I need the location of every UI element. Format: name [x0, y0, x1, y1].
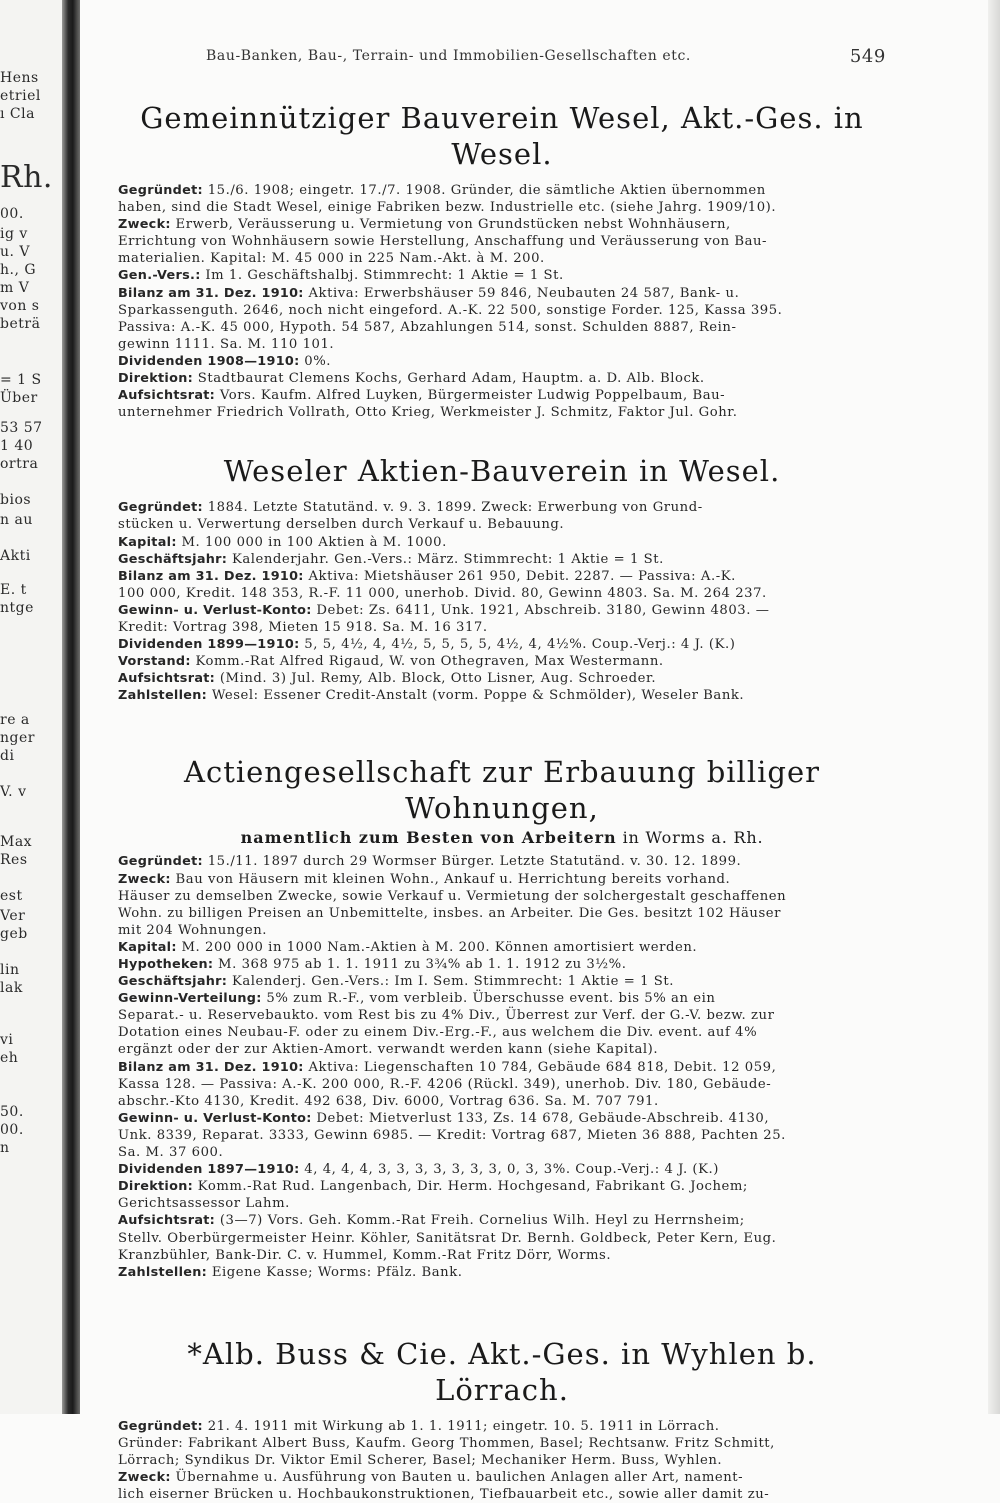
- field-text: Gerichtsassessor Lahm.: [118, 1196, 290, 1212]
- entry-title: *Alb. Buss & Cie. Akt.-Ges. in Wyhlen b. Lörrach.: [187, 1336, 817, 1407]
- entry-line: [118, 853, 886, 870]
- left-page-fragment: etriel: [0, 88, 41, 104]
- entry-line: [118, 956, 886, 973]
- company-entry: [118, 1336, 886, 1503]
- field-text: 1884. Letzte Statutänd. v. 9. 3. 1899. Zweck: Erwerbung von Grund-: [202, 500, 703, 516]
- left-page-fragment: ortra: [0, 456, 39, 472]
- field-text: 15./11. 1897 durch 29 Wormser Bürger. Letzte Statutänd. v. 30. 12. 1899.: [202, 854, 742, 870]
- field-label: Aufsichtsrat:: [118, 671, 216, 687]
- field-label: Zweck:: [118, 217, 171, 233]
- book-gutter: [62, 0, 80, 1414]
- entry-line: [118, 1059, 886, 1076]
- left-page-fragment: geb: [0, 926, 28, 942]
- field-label: Dividenden 1908—1910:: [118, 353, 300, 369]
- field-text: Sa. M. 37 600.: [118, 1145, 224, 1161]
- field-label: Vorstand:: [118, 654, 191, 670]
- left-page-fragment: Hens: [0, 70, 39, 86]
- field-text: abschr.-Kto 4130, Kredit. 492 638, Div. 6000, Vortrag 636. Sa. M. 707 791.: [118, 1093, 659, 1109]
- entry-title: Weseler Aktien-Bauverein in Wesel.: [223, 454, 781, 489]
- left-page-fragment: h., G: [0, 262, 37, 278]
- entry-line: [118, 1486, 886, 1503]
- entry-line: [118, 1435, 886, 1452]
- field-text: Aktiva: Mietshäuser 261 950, Debit. 2287. — Passiva: A.-K.: [303, 568, 736, 584]
- field-label: Direktion:: [118, 1179, 194, 1195]
- entry-line: [118, 534, 886, 551]
- field-text: Unk. 8339, Reparat. 3333, Gewinn 6985. — Kredit: Vortrag 687, Mieten 36 888, Pachten 25.: [118, 1127, 786, 1143]
- field-text: Kalenderj. Gen.-Vers.: Im I. Sem. Stimmrecht: 1 Aktie = 1 St.: [227, 974, 674, 990]
- entry-subtitle-rest: in Worms a. Rh.: [616, 828, 764, 848]
- field-text: Übernahme u. Ausführung von Bauten u. baulichen Anlagen aller Art, nament-: [170, 1470, 744, 1486]
- field-text: Komm.-Rat Alfred Rigaud, W. von Othegraven, Max Westermann.: [190, 654, 664, 670]
- entry-line: [118, 619, 886, 636]
- entry-line: [118, 585, 886, 602]
- field-label: Gegründet:: [118, 500, 203, 516]
- entry-line: [118, 922, 886, 939]
- field-text: M. 368 975 ab 1. 1. 1911 zu 3¾% ab 1. 1. 1912 zu 3½%.: [213, 957, 627, 972]
- entry-line: [118, 1247, 886, 1264]
- field-label: Zweck:: [118, 871, 171, 887]
- left-page-fragment: m V: [0, 280, 30, 296]
- entry-line: [118, 551, 886, 568]
- field-text: Wesel: Essener Credit-Anstalt (vorm. Poppe & Schmölder), Weseler Bank.: [207, 688, 745, 704]
- left-page-fragment: nger: [0, 730, 35, 746]
- field-text: 21. 4. 1911 mit Wirkung ab 1. 1. 1911; eingetr. 10. 5. 1911 in Lörrach.: [202, 1418, 720, 1434]
- entry-line: [118, 516, 886, 533]
- left-page-fragment: Res: [0, 852, 28, 868]
- field-text: Aktiva: Erwerbshäuser 59 846, Neubauten 24 587, Bank- u.: [303, 285, 740, 301]
- left-page-fragment: beträ: [0, 316, 41, 332]
- field-text: lich eiserner Brücken u. Hochbaukonstruktionen, Tiefbauarbeit etc., sowie aller damit zu-: [118, 1487, 770, 1503]
- field-label: Gewinn- u. Verlust-Konto:: [118, 602, 312, 618]
- entry-line: [118, 687, 886, 704]
- left-page-fragment: lin: [0, 962, 20, 978]
- entry-line: [118, 602, 886, 619]
- field-text: Im 1. Geschäftshalbj. Stimmrecht: 1 Aktie = 1 St.: [200, 268, 564, 284]
- entry-line: [118, 370, 886, 387]
- field-text: 4, 4, 4, 4, 3, 3, 3, 3, 3, 3, 3, 0, 3, 3%. Coup.-Verj.: 4 J. (K.): [299, 1162, 719, 1178]
- field-label: Zahlstellen:: [118, 1264, 208, 1280]
- left-page-fragment: ı Cla: [0, 106, 35, 122]
- field-text: stücken u. Verwertung derselben durch Verkauf u. Bebauung.: [118, 517, 565, 533]
- left-page-fragment: Ver: [0, 908, 26, 924]
- left-page-fragment: eh: [0, 1050, 19, 1066]
- field-label: Kapital:: [118, 534, 177, 550]
- entry-line: [118, 1110, 886, 1127]
- field-text: Wohn. zu billigen Preisen an Unbemittelte, insbes. an Arbeiter. Die Ges. besitzt 102 Häuser: [118, 905, 781, 921]
- entry-line: [118, 1195, 886, 1212]
- field-text: Vors. Kaufm. Alfred Luyken, Bürgermeister Ludwig Poppelbaum, Bau-: [215, 388, 726, 404]
- field-text: Stadtbaurat Clemens Kochs, Gerhard Adam, Hauptm. a. D. Alb. Block.: [193, 371, 705, 387]
- entry-line: [118, 905, 886, 922]
- field-text: Lörrach; Syndikus Dr. Viktor Emil Scherer, Basel; Mechaniker Herm. Buss, Wyhlen.: [118, 1452, 723, 1468]
- left-page-fragment: di: [0, 748, 15, 764]
- field-label: Gewinn-Verteilung:: [118, 991, 262, 1007]
- left-page-fragment: est: [0, 888, 23, 904]
- field-label: Bilanz am 31. Dez. 1910:: [118, 1059, 304, 1075]
- running-header-title: Bau-Banken, Bau-, Terrain- und Immobilien-Gesellschaften etc.: [206, 48, 691, 64]
- field-text: Kassa 128. — Passiva: A.-K. 200 000, R.-F. 4206 (Rückl. 349), unerhob. Div. 180, Gebäude-: [118, 1076, 772, 1092]
- entry-line: [118, 267, 886, 284]
- left-page-fragment: bios: [0, 492, 32, 508]
- entry-line: [118, 1161, 886, 1178]
- field-text: unternehmer Friedrich Vollrath, Otto Krieg, Werkmeister J. Schmitz, Faktor Jul. Gohr.: [118, 405, 738, 421]
- field-text: Kranzbühler, Bank-Dir. C. v. Hummel, Komm.-Rat Fritz Dörr, Worms.: [118, 1247, 612, 1263]
- field-text: mit 204 Wohnungen.: [118, 922, 267, 938]
- page-edge: [988, 0, 1000, 1414]
- field-text: 100 000, Kredit. 148 353, R.-F. 11 000, unerhob. Divid. 80, Gewinn 4803. Sa. M. 264 237.: [118, 585, 767, 601]
- entry-body: [118, 1418, 886, 1503]
- entry-line: [118, 199, 886, 216]
- left-page-fragment: 50.: [0, 1104, 24, 1120]
- entry-line: [118, 653, 886, 670]
- left-page-fragment: ig v: [0, 226, 28, 242]
- entry-line: [118, 285, 886, 302]
- field-text: M. 100 000 in 100 Aktien à M. 1000.: [176, 534, 447, 550]
- field-text: M. 200 000 in 1000 Nam.-Aktien à M. 200. Können amortisiert werden.: [176, 939, 698, 955]
- left-page-fragment: u. V: [0, 244, 31, 260]
- field-text: Passiva: A.-K. 45 000, Hypoth. 54 587, Abzahlungen 514, sonst. Schulden 8887, Rein-: [118, 319, 737, 335]
- field-label: Aufsichtsrat:: [118, 1213, 216, 1229]
- entry-line: [118, 1469, 886, 1486]
- field-text: Sparkassenguth. 2646, noch nicht eingeford. A.-K. 22 500, sonstige Forder. 125, Kassa 395.: [118, 302, 783, 318]
- entry-subtitle: [118, 828, 886, 847]
- entry-line: [118, 1418, 886, 1435]
- left-page-fragment: von s: [0, 298, 40, 314]
- company-entry: [118, 453, 886, 704]
- field-text: Eigene Kasse; Worms: Pfälz. Bank.: [207, 1264, 463, 1280]
- entry-line: [118, 1178, 886, 1195]
- field-label: Geschäftsjahr:: [118, 974, 228, 990]
- field-text: (Mind. 3) Jul. Remy, Alb. Block, Otto Lisner, Aug. Schroeder.: [215, 671, 657, 687]
- left-page-fragment: 00.: [0, 206, 24, 222]
- page-number: 549: [849, 46, 886, 67]
- field-label: Direktion:: [118, 371, 194, 387]
- field-label: Gewinn- u. Verlust-Konto:: [118, 1110, 312, 1126]
- entry-line: [118, 939, 886, 956]
- entry-line: [118, 319, 886, 336]
- entry-line: [118, 404, 886, 421]
- entry-line: [118, 1264, 886, 1281]
- field-label: Geschäftsjahr:: [118, 551, 228, 567]
- left-page-fragment: n au: [0, 512, 33, 528]
- company-entry: [118, 100, 886, 421]
- entry-line: [118, 499, 886, 516]
- left-page-fragment: 1 40: [0, 438, 34, 454]
- entry-line: [118, 302, 886, 319]
- entry-line: [118, 233, 886, 250]
- field-text: haben, sind die Stadt Wesel, einige Fabriken bezw. Industrielle etc. (siehe Jahrg. 1909/10).: [118, 200, 777, 216]
- left-page-fragment: V. v: [0, 784, 27, 800]
- left-page-fragment: 00.: [0, 1122, 24, 1138]
- left-page-fragment: vi: [0, 1032, 14, 1048]
- entry-line: [118, 990, 886, 1007]
- entry-body: [118, 499, 886, 704]
- entry-line: [118, 353, 886, 370]
- entry-title: Gemeinnütziger Bauverein Wesel, Akt.-Ges. in Wesel.: [140, 101, 864, 171]
- field-text: Aktiva: Liegenschaften 10 784, Gebäude 684 818, Debit. 12 059,: [303, 1059, 777, 1075]
- field-text: Stellv. Oberbürgermeister Heinr. Köhler, Sanitätsrat Dr. Bernh. Goldbeck, Peter Kern, Eug.: [118, 1230, 777, 1246]
- left-page-fragment: E. t: [0, 582, 27, 598]
- left-page-fragment: Rh.: [0, 160, 53, 195]
- left-page-fragment: n: [0, 1140, 10, 1156]
- left-page-fragment: = 1 S: [0, 372, 42, 388]
- field-text: 5% zum R.-F., vom verbleib. Überschusse event. bis 5% an ein: [261, 991, 716, 1007]
- left-page-fragment: ntge: [0, 600, 34, 616]
- field-text: ergänzt oder der zur Aktien-Amort. verwandt werden kann (siehe Kapital).: [118, 1042, 659, 1058]
- field-text: gewinn 1111. Sa. M. 110 101.: [118, 336, 335, 352]
- field-text: Erwerb, Veräusserung u. Vermietung von Grundstücken nebst Wohnhäusern,: [170, 217, 731, 233]
- left-page-fragment: Max: [0, 834, 33, 850]
- field-label: Gegründet:: [118, 183, 203, 198]
- field-label: Bilanz am 31. Dez. 1910:: [118, 568, 304, 584]
- left-page-fragment: Über: [0, 390, 38, 406]
- field-label: Dividenden 1897—1910:: [118, 1162, 300, 1178]
- field-text: 15./6. 1908; eingetr. 17./7. 1908. Gründer, die sämtliche Aktien übernommen: [202, 183, 766, 198]
- entry-line: [118, 670, 886, 687]
- entry-line: [118, 1144, 886, 1161]
- entry-line: [118, 1452, 886, 1469]
- field-label: Hypotheken:: [118, 957, 214, 972]
- field-label: Gegründet:: [118, 1418, 203, 1434]
- field-text: Debet: Zs. 6411, Unk. 1921, Abschreib. 3180, Gewinn 4803. —: [311, 602, 770, 618]
- entry-line: [118, 636, 886, 653]
- left-page-fragment: lak: [0, 980, 23, 996]
- field-text: Häuser zu demselben Zwecke, sowie Verkauf u. Vermietung der solchergestalt geschaffenen: [118, 888, 787, 904]
- entry-line: [118, 871, 886, 888]
- entry-line: [118, 1007, 886, 1024]
- entry-line: [118, 973, 886, 990]
- field-label: Dividenden 1899—1910:: [118, 637, 300, 653]
- field-text: Errichtung von Wohnhäusern sowie Herstellung, Anschaffung und Veräusserung von Bau-: [118, 234, 768, 250]
- field-text: materialien. Kapital: M. 45 000 in 225 Nam.-Akt. à M. 200.: [118, 251, 545, 267]
- field-label: Kapital:: [118, 939, 177, 955]
- left-page-fragment: Akti: [0, 548, 31, 564]
- entry-title: Actiengesellschaft zur Erbauung billiger Wohnungen,: [184, 755, 820, 826]
- adjacent-page-fragment: [0, 0, 62, 1414]
- entry-body: [118, 182, 886, 421]
- entry-line: [118, 1024, 886, 1041]
- field-text: 0%.: [299, 353, 332, 369]
- entry-line: [118, 568, 886, 585]
- field-text: 5, 5, 4½, 4, 4½, 5, 5, 5, 5, 4½, 4, 4½%. Coup.-Verj.: 4 J. (K.): [299, 637, 736, 653]
- field-label: Gegründet:: [118, 854, 203, 870]
- field-text: Separat.- u. Reservebaukto. vom Rest bis zu 4% Div., Überrest zur Verf. der G.-V. bezw. zur: [118, 1008, 775, 1024]
- entry-line: [118, 250, 886, 267]
- entry-line: [118, 1093, 886, 1110]
- entry-line: [118, 1076, 886, 1093]
- document-page: [118, 40, 886, 1503]
- entry-line: [118, 1212, 886, 1229]
- field-text: Debet: Mietverlust 133, Zs. 14 678, Gebäude-Abschreib. 4130,: [311, 1110, 770, 1126]
- company-entry: [118, 754, 886, 1280]
- entry-line: [118, 1127, 886, 1144]
- entry-line: [118, 182, 886, 199]
- field-label: Zahlstellen:: [118, 688, 208, 704]
- field-text: Gründer: Fabrikant Albert Buss, Kaufm. Georg Thommen, Basel; Rechtsanw. Fritz Schmitt,: [118, 1435, 775, 1451]
- running-header: [118, 40, 886, 70]
- entry-line: [118, 1230, 886, 1247]
- field-text: Kredit: Vortrag 398, Mieten 15 918. Sa. M. 16 317.: [118, 619, 488, 635]
- field-text: Dotation eines Neubau-F. oder zu einem Div.-Erg.-F., aus welchem die Div. event. auf 4%: [118, 1025, 758, 1041]
- entry-line: [118, 1041, 886, 1058]
- entry-line: [118, 387, 886, 404]
- entry-line: [118, 888, 886, 905]
- field-label: Aufsichtsrat:: [118, 388, 216, 404]
- field-label: Gen.-Vers.:: [118, 268, 201, 284]
- left-page-fragment: re a: [0, 712, 30, 728]
- field-label: Bilanz am 31. Dez. 1910:: [118, 285, 304, 301]
- entry-body: [118, 853, 886, 1280]
- field-text: Komm.-Rat Rud. Langenbach, Dir. Herm. Hochgesand, Fabrikant G. Jochem;: [193, 1179, 748, 1195]
- entry-subtitle-bold: namentlich zum Besten von Arbeitern: [240, 828, 617, 848]
- entry-line: [118, 216, 886, 233]
- field-text: Bau von Häusern mit kleinen Wohn., Ankauf u. Herrichtung bereits vorhand.: [170, 871, 731, 887]
- field-text: Kalenderjahr. Gen.-Vers.: März. Stimmrecht: 1 Aktie = 1 St.: [227, 551, 664, 567]
- field-label: Zweck:: [118, 1470, 171, 1486]
- left-page-fragment: 53 57: [0, 420, 43, 436]
- entry-line: [118, 336, 886, 353]
- field-text: (3—7) Vors. Geh. Komm.-Rat Freih. Cornelius Wilh. Heyl zu Herrnsheim;: [215, 1213, 745, 1229]
